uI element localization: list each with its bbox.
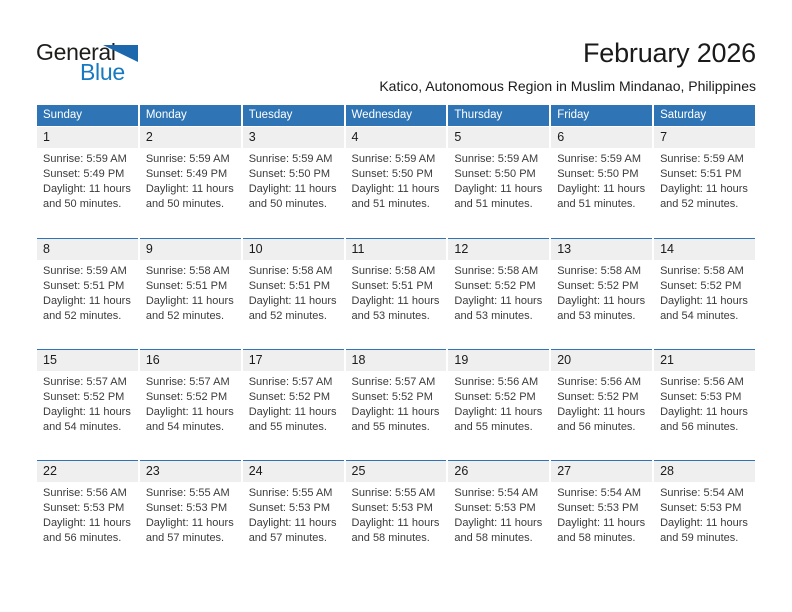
day-number: 24	[243, 461, 344, 482]
sunset-text: Sunset: 5:53 PM	[248, 502, 331, 514]
week-row	[37, 460, 755, 570]
day-number: 15	[37, 350, 138, 371]
weekday-header-monday: Monday	[140, 105, 241, 126]
daylight-text-line2: and 56 minutes.	[43, 532, 122, 544]
sunrise-text: Sunrise: 5:57 AM	[43, 376, 127, 388]
weekday-header-thursday: Thursday	[448, 105, 549, 126]
sunrise-text: Sunrise: 5:57 AM	[145, 376, 230, 388]
day-cell-11	[346, 238, 447, 348]
day-sun-info	[346, 148, 447, 212]
daylight-text-line2: and 53 minutes.	[557, 310, 636, 322]
sunrise-text: Sunrise: 5:59 AM	[351, 153, 436, 165]
daylight-text-line2: and 55 minutes.	[454, 421, 533, 433]
daylight-text-line1: Daylight: 11 hours	[43, 517, 131, 529]
title-block	[379, 38, 756, 94]
sunrise-text: Sunrise: 5:58 AM	[454, 265, 539, 277]
day-number: 17	[243, 350, 344, 371]
day-sun-info	[140, 148, 241, 212]
day-sun-info	[448, 148, 549, 212]
day-cell-22	[37, 460, 138, 570]
day-cell-26	[448, 460, 549, 570]
week-row	[37, 238, 755, 348]
sunset-text: Sunset: 5:53 PM	[351, 502, 433, 514]
weekday-header-friday: Friday	[551, 105, 652, 126]
sunrise-text: Sunrise: 5:57 AM	[351, 376, 436, 388]
sunset-text: Sunset: 5:52 PM	[454, 280, 536, 292]
daylight-text-line2: and 52 minutes.	[145, 310, 225, 322]
day-sun-info	[37, 371, 138, 435]
day-sun-info	[243, 260, 344, 324]
day-cell-17	[243, 349, 344, 459]
day-cell-18	[346, 349, 447, 459]
daylight-text-line1: Daylight: 11 hours	[660, 295, 748, 307]
day-number: 13	[551, 239, 652, 260]
weekday-header-wednesday: Wednesday	[346, 105, 447, 126]
daylight-text-line1: Daylight: 11 hours	[43, 295, 131, 307]
daylight-text-line1: Daylight: 11 hours	[351, 295, 440, 307]
daylight-text-line1: Daylight: 11 hours	[660, 183, 748, 195]
day-cell-12	[448, 238, 549, 348]
daylight-text-line2: and 50 minutes.	[43, 198, 122, 210]
sunrise-text: Sunrise: 5:55 AM	[248, 487, 333, 499]
week-row	[37, 127, 755, 237]
day-sun-info	[448, 260, 549, 324]
day-number: 20	[551, 350, 652, 371]
sunset-text: Sunset: 5:51 PM	[351, 280, 433, 292]
page-title: February 2026	[582, 38, 756, 68]
day-sun-info	[551, 148, 652, 212]
day-number: 8	[37, 239, 138, 260]
day-number: 9	[140, 239, 241, 260]
sunrise-text: Sunrise: 5:54 AM	[454, 487, 539, 499]
sunrise-text: Sunrise: 5:58 AM	[145, 265, 230, 277]
sunrise-text: Sunrise: 5:58 AM	[557, 265, 641, 277]
daylight-text-line2: and 53 minutes.	[351, 310, 430, 322]
day-sun-info	[140, 260, 241, 324]
sunset-text: Sunset: 5:53 PM	[557, 502, 639, 514]
day-cell-23	[140, 460, 241, 570]
sunset-text: Sunset: 5:52 PM	[454, 391, 536, 403]
sunset-text: Sunset: 5:53 PM	[660, 391, 742, 403]
daylight-text-line2: and 56 minutes.	[557, 421, 636, 433]
daylight-text-line1: Daylight: 11 hours	[248, 406, 337, 418]
day-number: 16	[140, 350, 241, 371]
sunrise-text: Sunrise: 5:56 AM	[660, 376, 744, 388]
day-number: 4	[346, 127, 447, 148]
daylight-text-line2: and 54 minutes.	[43, 421, 122, 433]
daylight-text-line1: Daylight: 11 hours	[660, 406, 748, 418]
logo-text-blue: Blue	[80, 59, 125, 85]
day-sun-info	[140, 482, 241, 546]
sunrise-text: Sunrise: 5:59 AM	[248, 153, 333, 165]
day-cell-1	[37, 127, 138, 237]
daylight-text-line2: and 57 minutes.	[248, 532, 327, 544]
daylight-text-line2: and 56 minutes.	[660, 421, 739, 433]
day-sun-info	[551, 482, 652, 546]
day-cell-8	[37, 238, 138, 348]
day-number: 10	[243, 239, 344, 260]
day-cell-7	[654, 127, 755, 237]
sunset-text: Sunset: 5:52 PM	[351, 391, 433, 403]
daylight-text-line1: Daylight: 11 hours	[660, 517, 748, 529]
sunrise-text: Sunrise: 5:55 AM	[145, 487, 230, 499]
sunrise-text: Sunrise: 5:58 AM	[248, 265, 333, 277]
sunset-text: Sunset: 5:50 PM	[351, 168, 433, 180]
sunset-text: Sunset: 5:52 PM	[248, 391, 331, 403]
day-cell-6	[551, 127, 652, 237]
daylight-text-line1: Daylight: 11 hours	[145, 183, 234, 195]
daylight-text-line2: and 51 minutes.	[351, 198, 430, 210]
day-cell-9	[140, 238, 241, 348]
daylight-text-line1: Daylight: 11 hours	[454, 183, 543, 195]
daylight-text-line2: and 50 minutes.	[248, 198, 327, 210]
sunrise-text: Sunrise: 5:59 AM	[454, 153, 539, 165]
day-sun-info	[448, 371, 549, 435]
day-sun-info	[243, 482, 344, 546]
logo-text-general: General	[36, 39, 116, 65]
day-sun-info	[448, 482, 549, 546]
day-cell-2	[140, 127, 241, 237]
sunset-text: Sunset: 5:51 PM	[145, 280, 228, 292]
daylight-text-line1: Daylight: 11 hours	[454, 295, 543, 307]
day-number: 25	[346, 461, 447, 482]
sunset-text: Sunset: 5:50 PM	[248, 168, 331, 180]
sunset-text: Sunset: 5:53 PM	[660, 502, 742, 514]
daylight-text-line2: and 54 minutes.	[145, 421, 225, 433]
day-number: 26	[448, 461, 549, 482]
week-row	[37, 349, 755, 459]
sunrise-text: Sunrise: 5:54 AM	[660, 487, 744, 499]
sunrise-text: Sunrise: 5:58 AM	[660, 265, 744, 277]
day-cell-28	[654, 460, 755, 570]
sunset-text: Sunset: 5:53 PM	[454, 502, 536, 514]
daylight-text-line2: and 55 minutes.	[351, 421, 430, 433]
day-sun-info	[654, 482, 755, 546]
day-cell-14	[654, 238, 755, 348]
day-cell-24	[243, 460, 344, 570]
general-blue-logo	[36, 39, 156, 87]
day-sun-info	[243, 148, 344, 212]
weekday-header-tuesday: Tuesday	[243, 105, 344, 126]
sunrise-text: Sunrise: 5:55 AM	[351, 487, 436, 499]
sunset-text: Sunset: 5:50 PM	[557, 168, 639, 180]
daylight-text-line2: and 53 minutes.	[454, 310, 533, 322]
day-sun-info	[551, 371, 652, 435]
day-number: 14	[654, 239, 755, 260]
daylight-text-line2: and 58 minutes.	[454, 532, 533, 544]
day-sun-info	[654, 148, 755, 212]
day-sun-info	[551, 260, 652, 324]
day-number: 11	[346, 239, 447, 260]
day-sun-info	[243, 371, 344, 435]
daylight-text-line1: Daylight: 11 hours	[351, 406, 440, 418]
weekday-header-row	[37, 105, 755, 126]
day-number: 7	[654, 127, 755, 148]
day-number: 27	[551, 461, 652, 482]
day-sun-info	[346, 371, 447, 435]
day-cell-25	[346, 460, 447, 570]
daylight-text-line1: Daylight: 11 hours	[351, 183, 440, 195]
day-number: 12	[448, 239, 549, 260]
weekday-header-sunday: Sunday	[37, 105, 138, 126]
daylight-text-line2: and 58 minutes.	[557, 532, 636, 544]
daylight-text-line1: Daylight: 11 hours	[145, 295, 234, 307]
sunset-text: Sunset: 5:53 PM	[145, 502, 228, 514]
daylight-text-line2: and 51 minutes.	[557, 198, 636, 210]
day-cell-27	[551, 460, 652, 570]
day-sun-info	[37, 482, 138, 546]
day-cell-15	[37, 349, 138, 459]
sunrise-text: Sunrise: 5:54 AM	[557, 487, 641, 499]
day-cell-5	[448, 127, 549, 237]
daylight-text-line2: and 52 minutes.	[43, 310, 122, 322]
sunrise-text: Sunrise: 5:56 AM	[557, 376, 641, 388]
day-number: 19	[448, 350, 549, 371]
day-number: 1	[37, 127, 138, 148]
sunrise-text: Sunrise: 5:59 AM	[145, 153, 230, 165]
daylight-text-line1: Daylight: 11 hours	[145, 406, 234, 418]
sunset-text: Sunset: 5:49 PM	[145, 168, 228, 180]
daylight-text-line1: Daylight: 11 hours	[557, 183, 646, 195]
daylight-text-line2: and 59 minutes.	[660, 532, 739, 544]
day-number: 23	[140, 461, 241, 482]
day-cell-10	[243, 238, 344, 348]
day-number: 2	[140, 127, 241, 148]
sunrise-text: Sunrise: 5:57 AM	[248, 376, 333, 388]
page-subtitle: Katico, Autonomous Region in Muslim Mindanao, Philippines	[379, 78, 756, 94]
day-sun-info	[654, 260, 755, 324]
daylight-text-line1: Daylight: 11 hours	[248, 183, 337, 195]
weekday-header-saturday: Saturday	[654, 105, 755, 126]
daylight-text-line1: Daylight: 11 hours	[557, 295, 646, 307]
day-sun-info	[654, 371, 755, 435]
day-number: 3	[243, 127, 344, 148]
calendar-table	[35, 104, 757, 571]
daylight-text-line1: Daylight: 11 hours	[145, 517, 234, 529]
day-number: 22	[37, 461, 138, 482]
sunset-text: Sunset: 5:52 PM	[557, 280, 639, 292]
daylight-text-line1: Daylight: 11 hours	[248, 295, 337, 307]
daylight-text-line1: Daylight: 11 hours	[43, 183, 131, 195]
sunrise-text: Sunrise: 5:58 AM	[351, 265, 436, 277]
day-sun-info	[37, 260, 138, 324]
daylight-text-line1: Daylight: 11 hours	[454, 517, 543, 529]
day-cell-16	[140, 349, 241, 459]
day-number: 5	[448, 127, 549, 148]
sunset-text: Sunset: 5:52 PM	[43, 391, 125, 403]
daylight-text-line2: and 52 minutes.	[660, 198, 739, 210]
daylight-text-line1: Daylight: 11 hours	[557, 406, 646, 418]
sunset-text: Sunset: 5:51 PM	[660, 168, 742, 180]
day-sun-info	[346, 482, 447, 546]
daylight-text-line2: and 55 minutes.	[248, 421, 327, 433]
daylight-text-line2: and 51 minutes.	[454, 198, 533, 210]
day-number: 21	[654, 350, 755, 371]
day-number: 28	[654, 461, 755, 482]
day-sun-info	[140, 371, 241, 435]
sunrise-text: Sunrise: 5:56 AM	[43, 487, 127, 499]
daylight-text-line1: Daylight: 11 hours	[351, 517, 440, 529]
sunset-text: Sunset: 5:51 PM	[43, 280, 125, 292]
sunset-text: Sunset: 5:49 PM	[43, 168, 125, 180]
sunrise-text: Sunrise: 5:59 AM	[43, 265, 127, 277]
sunset-text: Sunset: 5:52 PM	[145, 391, 228, 403]
sunrise-text: Sunrise: 5:59 AM	[557, 153, 641, 165]
day-cell-3	[243, 127, 344, 237]
day-sun-info	[346, 260, 447, 324]
sunset-text: Sunset: 5:52 PM	[660, 280, 742, 292]
day-cell-21	[654, 349, 755, 459]
sunrise-text: Sunrise: 5:59 AM	[43, 153, 127, 165]
daylight-text-line2: and 58 minutes.	[351, 532, 430, 544]
daylight-text-line1: Daylight: 11 hours	[557, 517, 646, 529]
day-cell-19	[448, 349, 549, 459]
sunset-text: Sunset: 5:51 PM	[248, 280, 331, 292]
day-cell-4	[346, 127, 447, 237]
sunset-text: Sunset: 5:50 PM	[454, 168, 536, 180]
daylight-text-line2: and 57 minutes.	[145, 532, 225, 544]
daylight-text-line2: and 50 minutes.	[145, 198, 225, 210]
sunset-text: Sunset: 5:53 PM	[43, 502, 125, 514]
day-number: 18	[346, 350, 447, 371]
sunset-text: Sunset: 5:52 PM	[557, 391, 639, 403]
daylight-text-line2: and 54 minutes.	[660, 310, 739, 322]
daylight-text-line1: Daylight: 11 hours	[248, 517, 337, 529]
day-cell-20	[551, 349, 652, 459]
sunrise-text: Sunrise: 5:56 AM	[454, 376, 539, 388]
daylight-text-line1: Daylight: 11 hours	[454, 406, 543, 418]
daylight-text-line1: Daylight: 11 hours	[43, 406, 131, 418]
day-number: 6	[551, 127, 652, 148]
day-cell-13	[551, 238, 652, 348]
sunrise-text: Sunrise: 5:59 AM	[660, 153, 744, 165]
day-sun-info	[37, 148, 138, 212]
daylight-text-line2: and 52 minutes.	[248, 310, 327, 322]
